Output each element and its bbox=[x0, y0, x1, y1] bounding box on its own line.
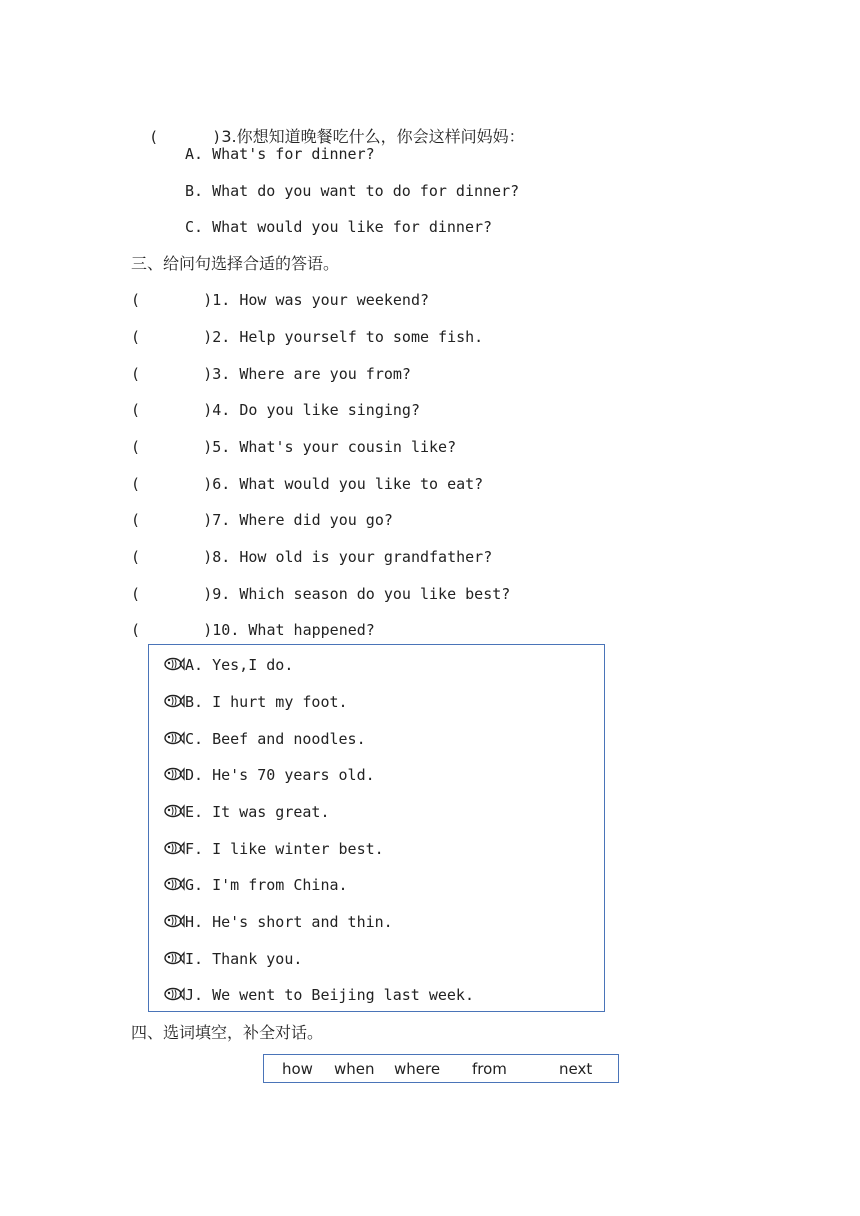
word-bank-item: next bbox=[559, 1060, 593, 1078]
answer-option bbox=[163, 765, 375, 785]
answer-text: G. I'm from China. bbox=[185, 876, 348, 894]
answer-paren: ( ) bbox=[131, 548, 213, 566]
question-row bbox=[131, 437, 456, 457]
answer-text: A. Yes,I do. bbox=[185, 656, 294, 674]
fish-icon bbox=[163, 730, 185, 746]
answer-paren: ( ) bbox=[131, 365, 213, 383]
answer-options-box bbox=[148, 644, 605, 1012]
answer-paren: ( ) bbox=[131, 401, 213, 419]
answer-paren: ( ) bbox=[131, 621, 213, 639]
answer-paren: ( ) bbox=[131, 585, 213, 603]
word-bank-item: from bbox=[472, 1060, 507, 1078]
fish-icon bbox=[163, 766, 185, 782]
question-text: 7. Where did you go? bbox=[212, 511, 393, 529]
fish-icon bbox=[163, 986, 185, 1002]
fish-icon bbox=[163, 876, 185, 892]
answer-option bbox=[163, 912, 393, 932]
fish-icon bbox=[163, 693, 185, 709]
answer-text: J. We went to Beijing last week. bbox=[185, 986, 474, 1004]
question-row bbox=[131, 620, 375, 640]
question-stem: 3.你想知道晚餐吃什么，你会这样问妈妈： bbox=[221, 127, 525, 146]
word-bank-item: where bbox=[394, 1060, 441, 1078]
answer-option bbox=[163, 875, 348, 895]
option-a: A. What's for dinner? bbox=[185, 145, 375, 163]
section4-heading: 四、选词填空，补全对话。 bbox=[131, 1023, 324, 1042]
answer-paren: ( ) bbox=[131, 511, 213, 529]
question-text: 3. Where are you from? bbox=[212, 365, 411, 383]
question-row bbox=[131, 400, 420, 420]
section3-heading: 三、给问句选择合适的答语。 bbox=[131, 254, 340, 273]
answer-option bbox=[163, 729, 366, 749]
answer-option bbox=[163, 802, 330, 822]
question-text: 2. Help yourself to some fish. bbox=[212, 328, 484, 346]
question-text: 9. Which season do you like best? bbox=[212, 585, 511, 603]
answer-option bbox=[163, 839, 384, 859]
answer-paren: ( ) bbox=[131, 475, 213, 493]
option-c: C. What would you like for dinner? bbox=[185, 218, 493, 236]
answer-paren: ( ) bbox=[131, 328, 213, 346]
fish-icon bbox=[163, 656, 185, 672]
answer-text: H. He's short and thin. bbox=[185, 913, 393, 931]
word-bank-item: how bbox=[282, 1060, 313, 1078]
answer-text: I. Thank you. bbox=[185, 950, 303, 968]
question-row bbox=[131, 327, 483, 347]
question-text: 4. Do you like singing? bbox=[212, 401, 420, 419]
option-b: B. What do you want to do for dinner? bbox=[185, 182, 520, 200]
question-row bbox=[131, 510, 393, 530]
question-row bbox=[131, 364, 411, 384]
answer-paren: ( ) bbox=[131, 291, 213, 309]
question-row bbox=[131, 474, 483, 494]
word-bank-item: when bbox=[334, 1060, 375, 1078]
answer-option bbox=[163, 655, 293, 675]
fish-icon bbox=[163, 913, 185, 929]
question-row bbox=[131, 290, 429, 310]
answer-text: D. He's 70 years old. bbox=[185, 766, 375, 784]
answer-option bbox=[163, 949, 302, 969]
question-text: 1. How was your weekend? bbox=[212, 291, 430, 309]
fish-icon bbox=[163, 840, 185, 856]
question-text: 8. How old is your grandfather? bbox=[212, 548, 493, 566]
answer-paren: ( ) bbox=[131, 438, 213, 456]
answer-text: F. I like winter best. bbox=[185, 840, 384, 858]
answer-text: E. It was great. bbox=[185, 803, 330, 821]
answer-text: B. I hurt my foot. bbox=[185, 693, 348, 711]
question-text: 5. What's your cousin like? bbox=[212, 438, 457, 456]
answer-option bbox=[163, 985, 474, 1005]
question-row bbox=[131, 584, 510, 604]
fish-icon bbox=[163, 803, 185, 819]
answer-paren: ( ) bbox=[149, 128, 222, 146]
answer-text: C. Beef and noodles. bbox=[185, 730, 366, 748]
fish-icon bbox=[163, 950, 185, 966]
answer-option bbox=[163, 692, 348, 712]
prev-q3-line bbox=[131, 107, 525, 147]
word-bank bbox=[263, 1054, 619, 1083]
question-text: 6. What would you like to eat? bbox=[212, 475, 484, 493]
question-row bbox=[131, 547, 492, 567]
question-text: 10. What happened? bbox=[212, 621, 375, 639]
